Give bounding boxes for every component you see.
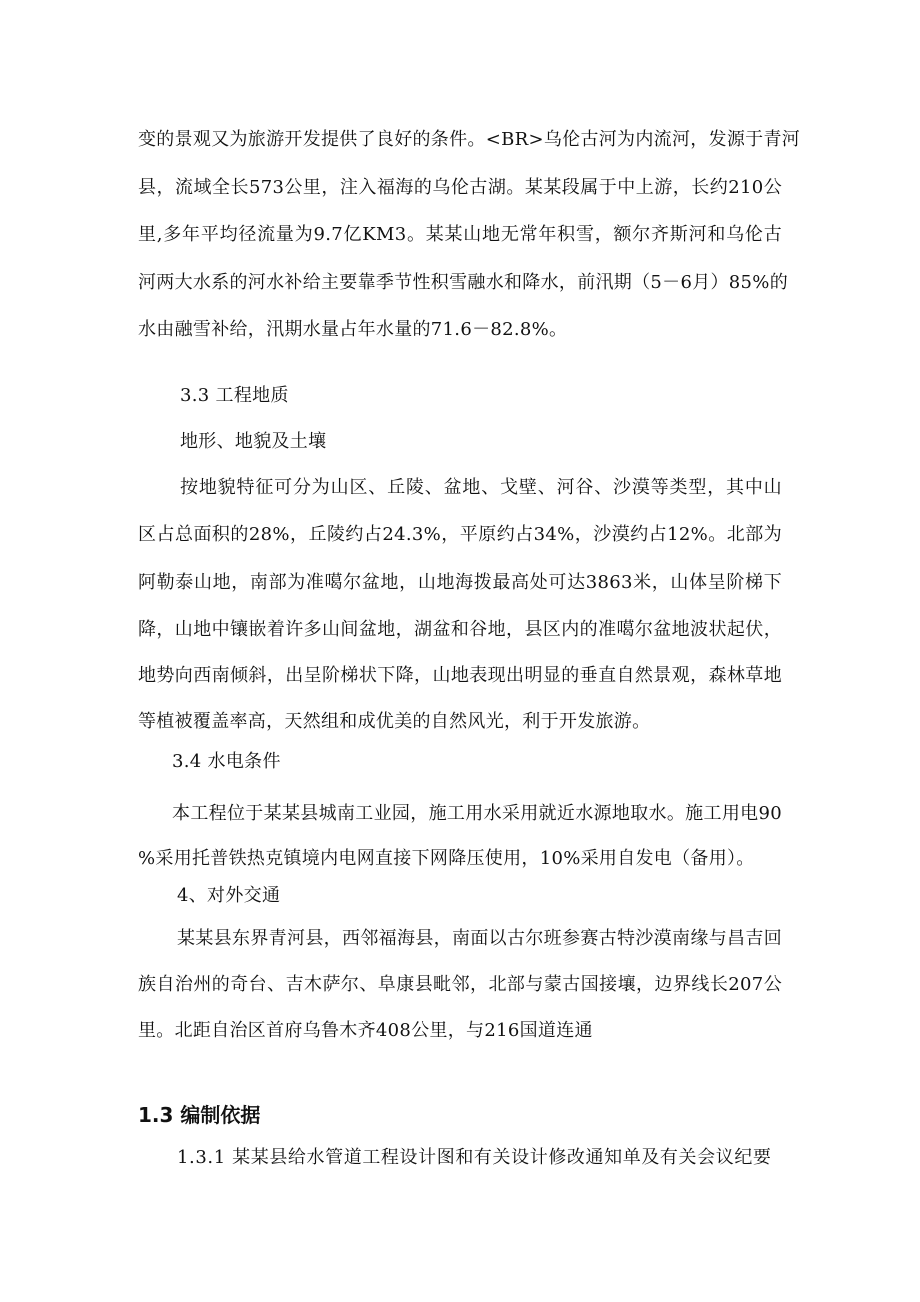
utilities-line-2: %采用托普铁热克镇境内电网直接下网降压使用，10%采用自发电（备用）。 [138,848,755,869]
paragraph-water-line-4: 河两大水系的河水补给主要靠季节性积雪融水和降水，前汛期（5－6月）85%的 [138,272,789,293]
section-basis-heading: 1.3 编制依据 [138,1103,261,1127]
section-geology-title: 3.3 工程地质 [180,385,289,406]
paragraph-water-line-2: 县，流域全长573公里，注入福海的乌伦古湖。某某段属于中上游，长约210公 [138,177,782,198]
traffic-line-1: 某某县东界青河县，西邻福海县，南面以古尔班参赛古特沙漠南缘与昌吉回 [177,928,782,949]
geology-line-4: 降，山地中镶嵌着许多山间盆地，湖盆和谷地，县区内的准噶尔盆地波状起伏， [138,619,782,640]
section-geology-subtitle: 地形、地貌及土壤 [180,431,327,452]
section-traffic-title: 4、对外交通 [177,885,281,906]
traffic-line-2: 族自治州的奇台、吉木萨尔、阜康县毗邻，北部与蒙古国接壤，边界线长207公 [138,974,782,995]
geology-line-5: 地势向西南倾斜，出呈阶梯状下降，山地表现出明显的垂直自然景观，森林草地 [138,665,782,686]
paragraph-water-line-3: 里,多年平均径流量为9.7亿KM3。某某山地无常年积雪，额尔齐斯河和乌伦古 [138,224,782,245]
geology-line-3: 阿勒泰山地，南部为准噶尔盆地，山地海拨最高处可达3863米，山体呈阶梯下 [138,572,782,593]
paragraph-water-line-5: 水由融雪补给，汛期水量占年水量的71.6－82.8%。 [138,319,568,340]
geology-line-1: 按地貌特征可分为山区、丘陵、盆地、戈壁、河谷、沙漠等类型，其中山 [180,477,782,498]
geology-line-2: 区占总面积的28%，丘陵约占24.3%，平原约占34%，沙漠约占12%。北部为 [138,524,782,545]
section-utilities-title: 3.4 水电条件 [172,751,281,772]
utilities-line-1: 本工程位于某某县城南工业园，施工用水采用就近水源地取水。施工用电90 [172,803,782,824]
geology-line-6: 等植被覆盖率高，天然组和成优美的自然风光，利于开发旅游。 [138,711,651,732]
basis-item-1: 1.3.1 某某县给水管道工程设计图和有关设计修改通知单及有关会议纪要 [177,1147,772,1168]
paragraph-water-line-1: 变的景观又为旅游开发提供了良好的条件。<BR>乌伦古河为内流河，发源于青河 [138,129,801,150]
traffic-line-3: 里。北距自治区首府乌鲁木齐408公里，与216国道连通 [138,1020,593,1041]
